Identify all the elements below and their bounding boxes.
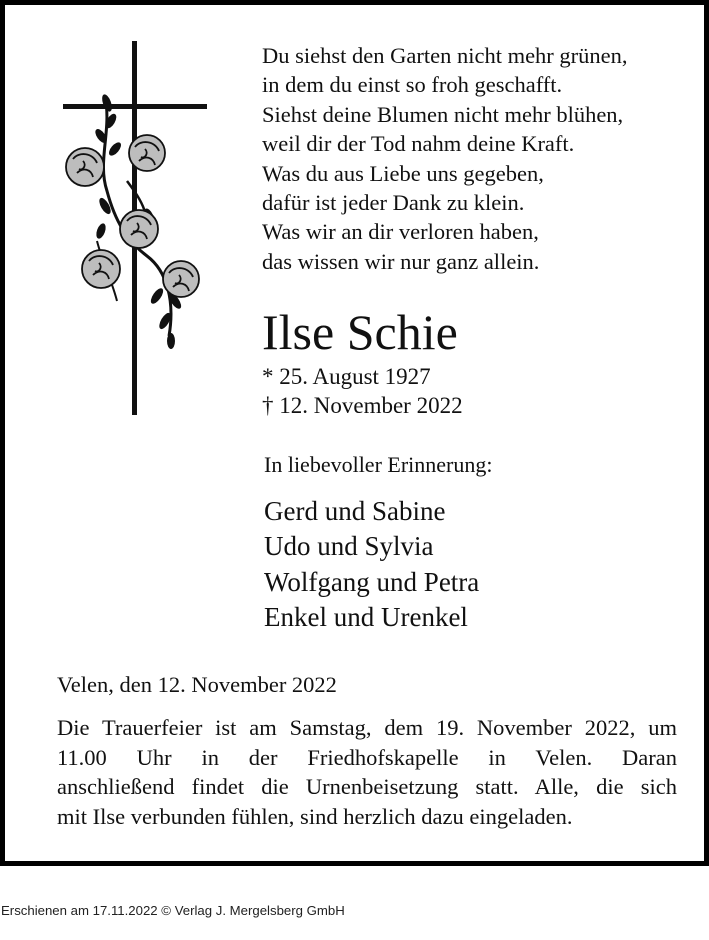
- poem-line: dafür ist jeder Dank zu klein.: [262, 190, 525, 216]
- service-line: mit Ilse verbunden fühlen, sind herzlich dazu eingeladen.: [57, 803, 573, 829]
- mourners-list: [264, 494, 479, 635]
- poem-line: Was du aus Liebe uns gegeben,: [262, 160, 544, 186]
- mourner-entry: Enkel und Urenkel: [264, 601, 468, 632]
- mourner-entry: Wolfgang und Petra: [264, 566, 480, 597]
- poem-line: das wissen wir nur ganz allein.: [262, 248, 540, 274]
- service-line: 11.00 Uhr in der Friedhofskapelle in Velen. Daran: [57, 744, 677, 770]
- death-date: † 12. November 2022: [262, 393, 463, 418]
- poem: [262, 41, 692, 276]
- poem-line: Siehst deine Blumen nicht mehr blühen,: [262, 101, 624, 127]
- mourner-entry: Gerd und Sabine: [264, 496, 446, 526]
- poem-line: in dem du einst so froh geschafft.: [262, 72, 563, 98]
- publication-footer: Erschienen am 17.11.2022 © Verlag J. Mergelsberg GmbH: [1, 903, 345, 918]
- service-notice: [57, 713, 677, 831]
- poem-line: Du siehst den Garten nicht mehr grünen,: [262, 43, 628, 68]
- remembrance-heading: In liebevoller Erinnerung:: [264, 452, 493, 477]
- deceased-name: Ilse Schie: [262, 304, 458, 360]
- place-date: Velen, den 12. November 2022: [57, 672, 337, 697]
- service-line: anschließend findet die Urnenbeisetzung statt. Alle, die sich: [57, 774, 677, 800]
- poem-line: weil dir der Tod nahm deine Kraft.: [262, 131, 575, 157]
- poem-line: Was wir an dir verloren haben,: [262, 219, 539, 245]
- service-line: Die Trauerfeier ist am Samstag, dem 19. November 2022, um: [57, 715, 677, 740]
- mourner-entry: Udo und Sylvia: [264, 531, 434, 562]
- birth-date: * 25. August 1927: [262, 364, 431, 389]
- life-dates: [262, 362, 463, 420]
- cross-with-roses-icon: [57, 41, 217, 417]
